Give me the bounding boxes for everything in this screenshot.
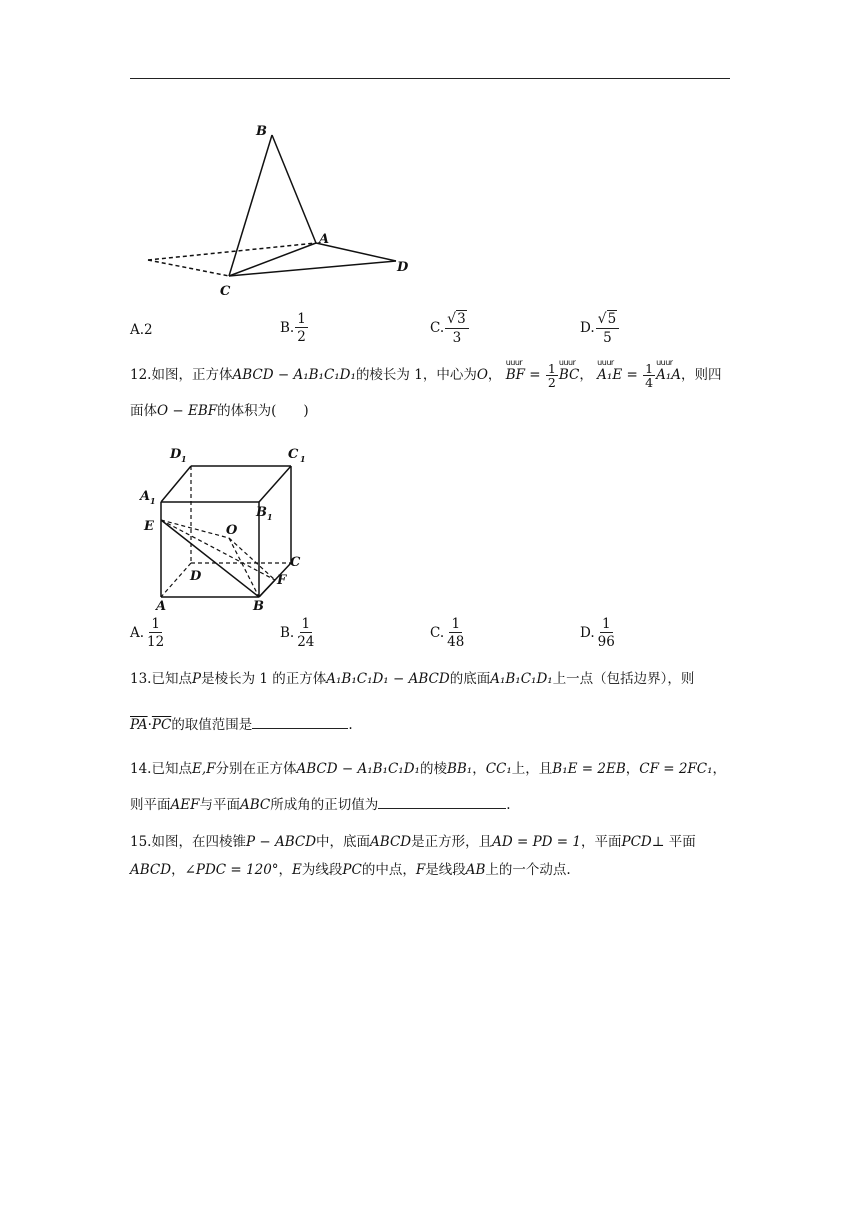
question-15: 15.如图，在四棱锥P − ABCD中，底面ABCD是正方形，且AD = PD = 1，平面PCD⊥ 平面 ABCD，∠PDC = 120°，E为线段PC的中点，F是线段AB上的一个动点. bbox=[130, 834, 696, 878]
fraction: $\frac{1}{12}$ bbox=[147, 616, 165, 651]
label-c: C bbox=[220, 284, 231, 299]
svg-text:1: 1 bbox=[267, 512, 273, 522]
figure-plane-triangle bbox=[140, 118, 430, 300]
label-d: D bbox=[190, 569, 202, 584]
q12-option-c[interactable]: C. $\frac{1}{48}$ bbox=[430, 616, 465, 651]
label-b: B bbox=[253, 599, 264, 614]
svg-text:1: 1 bbox=[181, 454, 187, 464]
q11-option-d[interactable] bbox=[580, 312, 619, 345]
question-14: 14.已知点E,F分别在正方体ABCD − A₁B₁C₁D₁的棱BB₁，CC₁上，且B₁E = 2EB，CF = 2FC₁， 则平面AEF与平面ABC所成角的正切值为 . bbox=[130, 761, 727, 813]
fraction: $\frac{1}{2}$ bbox=[297, 311, 306, 346]
label-b: B bbox=[256, 124, 267, 139]
label-d: D bbox=[397, 260, 409, 275]
label-c1: C bbox=[288, 447, 299, 462]
plane-edge-dashed-2 bbox=[148, 243, 316, 260]
q12-option-a[interactable]: A. $\frac{1}{12}$ bbox=[130, 616, 165, 651]
svg-text:1: 1 bbox=[150, 496, 156, 506]
label-a: A bbox=[319, 232, 330, 247]
edge-bc bbox=[229, 135, 272, 276]
edge-ba bbox=[272, 135, 316, 243]
question-12: 12.如图，正方体ABCD − A₁B₁C₁D₁的棱长为 1，中心为O， uuur BF = $\frac{1}{2}$ uuur BC， uuur A₁E = $\frac{1}{4}$ uuur A₁A，则四 面体O − EBF的体积为( ) bbox=[130, 358, 722, 419]
fraction: $\frac{1}{48}$ bbox=[447, 616, 465, 651]
label-o: O bbox=[226, 523, 238, 538]
question-13: 13.已知点P是棱长为 1 的正方体A₁B₁C₁D₁ − ABCD的底面A₁B₁C₁D₁上一点（包括边界），则 $\overline{PA}\cdot\overline{PC}$的取值范围是 . bbox=[130, 671, 695, 733]
q12-options bbox=[130, 617, 730, 661]
q12-option-b[interactable]: B. $\frac{1}{24}$ bbox=[280, 616, 315, 651]
svg-text:1: 1 bbox=[300, 454, 306, 464]
label-e: E bbox=[144, 519, 154, 534]
fraction: $\frac{√3}{3}$ bbox=[445, 312, 469, 345]
answer-blank[interactable] bbox=[252, 715, 348, 729]
q11-option-b[interactable] bbox=[280, 312, 308, 344]
answer-blank[interactable] bbox=[378, 795, 506, 809]
plane-edge-dashed-1 bbox=[148, 260, 229, 276]
label-d1: D bbox=[170, 447, 182, 462]
option-letter: C. bbox=[430, 320, 445, 337]
q11-option-c[interactable] bbox=[430, 312, 469, 345]
option-letter: B. bbox=[280, 320, 295, 337]
label-a1: A bbox=[140, 489, 151, 504]
q11-option-a[interactable] bbox=[130, 322, 153, 338]
figure-cube bbox=[135, 438, 320, 614]
label-c: C bbox=[290, 555, 301, 570]
fraction: $\frac{√5}{5}$ bbox=[596, 312, 620, 345]
option-letter: A. bbox=[130, 322, 145, 338]
edge-cd bbox=[229, 261, 396, 276]
fraction: $\frac{1}{96}$ bbox=[597, 616, 615, 651]
label-b1: B bbox=[256, 505, 267, 520]
q11-options bbox=[130, 312, 730, 356]
q12-option-d[interactable]: D. $\frac{1}{96}$ bbox=[580, 616, 615, 651]
option-value: 2 bbox=[144, 322, 153, 338]
label-a: A bbox=[156, 599, 167, 614]
header-rule bbox=[130, 78, 730, 79]
fraction: $\frac{1}{24}$ bbox=[297, 616, 315, 651]
option-letter: D. bbox=[580, 320, 595, 337]
label-f: F bbox=[277, 573, 287, 588]
edge-ca bbox=[229, 243, 316, 276]
